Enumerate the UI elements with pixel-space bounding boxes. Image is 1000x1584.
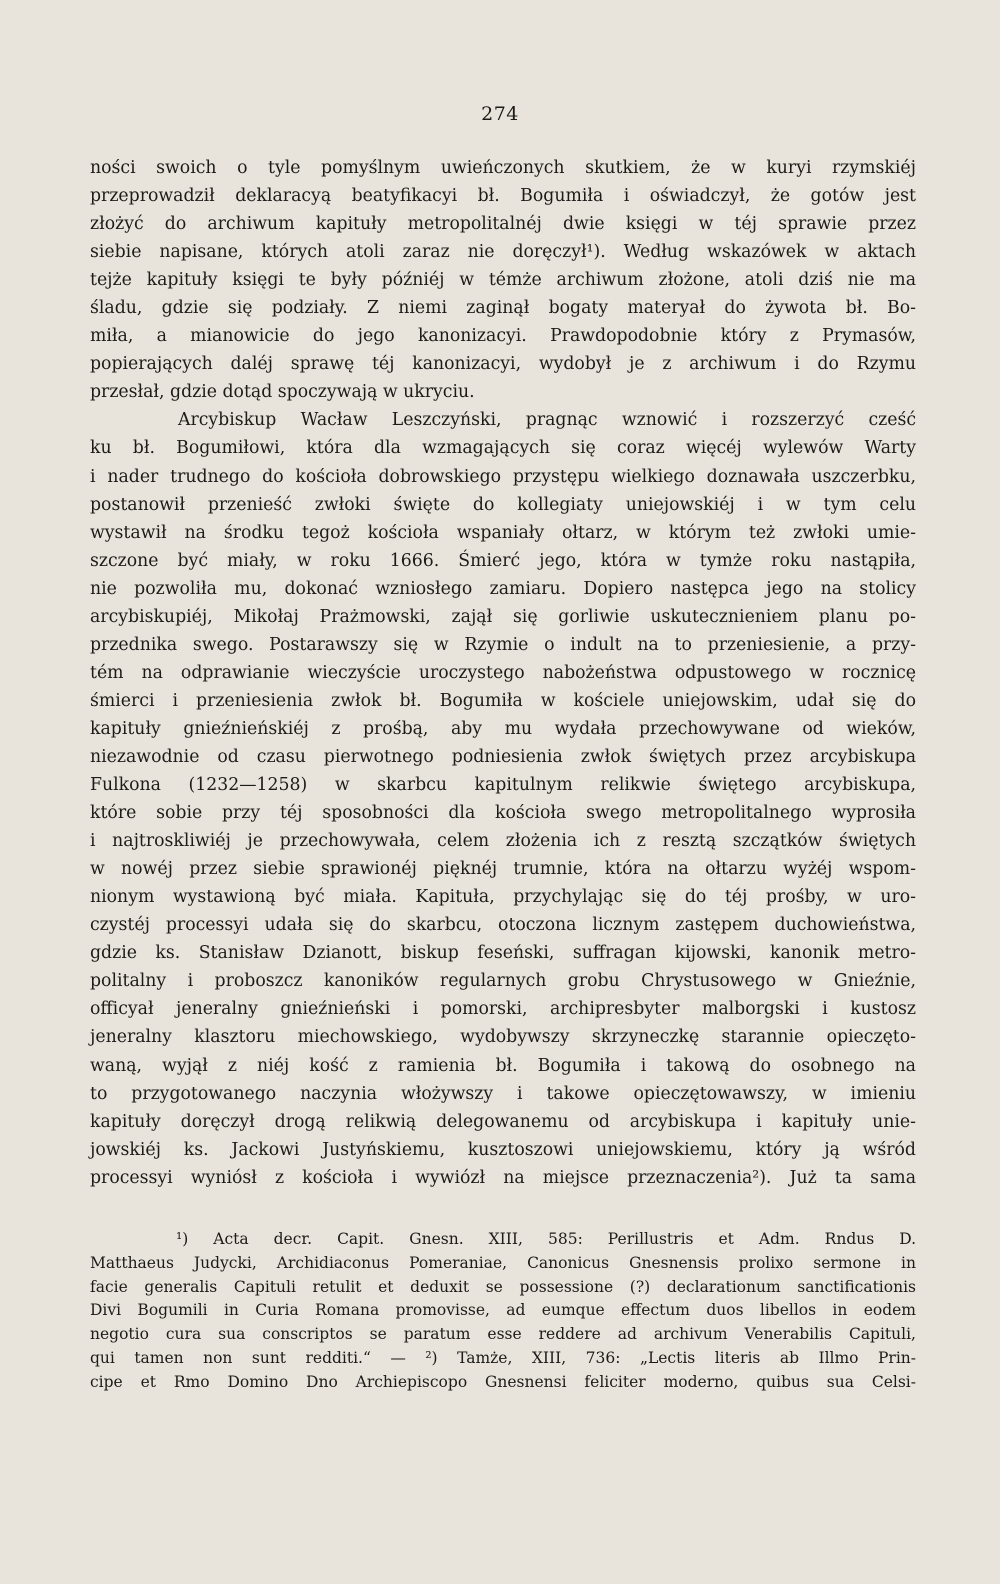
text-line: nie pozwoliła mu, dokonać wzniosłego zamiaru. Dopiero następca jego na stolicy: [90, 578, 916, 599]
text-line: processyi wyniósł z kościoła i wywiózł na miejsce przeznaczenia²). Już ta sama: [90, 1167, 916, 1188]
text-line: popierających daléj sprawę téj kanonizacyi, wydobył je z archiwum i do Rzymu: [90, 354, 916, 375]
text-line: ności swoich o tyle pomyślnym uwieńczonych skutkiem, że w kuryi rzymskiéj: [90, 158, 916, 178]
text-line: gdzie ks. Stanisław Dzianott, biskup feseński, suffragan kijowski, kanonik metro-: [90, 943, 916, 964]
text-line: przesłał, gdzie dotąd spoczywają w ukryciu.: [90, 382, 475, 403]
text-line: tém na odprawianie wieczyście uroczystego nabożeństwa odpustowego w rocznicę: [90, 662, 916, 683]
text-line: tejże kapituły księgi te były późniéj w témże archiwum złożone, atoli dziś nie ma: [90, 270, 916, 291]
text-line: ku bł. Bogumiłowi, która dla wzmagających się coraz więcéj wylewów Warty: [90, 438, 916, 459]
footnote-line: ¹) Acta decr. Capit. Gnesn. XIII, 585: Perillustris et Adm. Rndus D.: [176, 1230, 916, 1248]
paragraph-start-line: Arcybiskup Wacław Leszczyński, pragnąc wznowić i rozszerzyć cześć: [178, 410, 916, 431]
footnote-line: qui tamen non sunt redditi.“ — ²) Tamże, XIII, 736: „Lectis literis ab Illmo Prin-: [90, 1348, 916, 1367]
text-line: nionym wystawioną być miała. Kapituła, przychylając się do téj prośby, w uro-: [90, 887, 916, 908]
text-line: Fulkona (1232—1258) w skarbcu kapitulnym relikwie świętego arcybiskupa,: [90, 775, 916, 796]
text-line: officyał jeneralny gnieźnieński i pomorski, archipresbyter malborgski i kustosz: [90, 999, 916, 1020]
main-text: [90, 154, 916, 1192]
footnote-line: cipe et Rmo Domino Dno Archiepiscopo Gnesnensi feliciter moderno, quibus sua Celsi-: [90, 1372, 916, 1391]
text-line: śmierci i przeniesienia zwłok bł. Bogumiła w kościele uniejowskim, udał się do: [90, 690, 916, 711]
footnote-line: Divi Bogumili in Curia Romana promovisse, ad eumque effectum duos libellos in eodem: [90, 1301, 916, 1320]
text-line: złożyć do archiwum kapituły metropolitalnéj dwie księgi w téj sprawie przez: [90, 214, 916, 235]
text-line: śladu, gdzie się podziały. Z niemi zaginął bogaty materyał do żywota bł. Bo-: [90, 298, 916, 319]
text-line: arcybiskupiéj, Mikołaj Prażmowski, zajął się gorliwie uskutecznieniem planu po-: [90, 606, 916, 627]
footnote-line: Matthaeus Judycki, Archidiaconus Pomeraniae, Canonicus Gnesnensis prolixo sermone in: [90, 1253, 916, 1272]
text-line: to przygotowanego naczynia włożywszy i takowe opieczętowawszy, w imieniu: [90, 1083, 916, 1104]
text-line: waną, wyjął z niéj kość z ramienia bł. Bogumiła i takową do osobnego na: [90, 1055, 916, 1076]
text-line: kapituły gnieźnieńskiéj z prośbą, aby mu wydała przechowywane od wieków,: [90, 718, 916, 739]
text-line: wystawił na środku tegoż kościoła wspaniały ołtarz, w którym też zwłoki umie-: [90, 522, 916, 543]
footnote-line: facie generalis Capituli retulit et deduxit se possessione (?) declarationum sanctificationis: [90, 1277, 916, 1296]
footnote-line: negotio cura sua conscriptos se paratum esse reddere ad archivum Venerabilis Capituli,: [90, 1325, 916, 1344]
text-line: miła, a mianowicie do jego kanonizacyi. Prawdopodobnie który z Prymasów,: [90, 326, 916, 347]
text-line: postanowił przenieść zwłoki święte do kollegiaty uniejowskiéj i w tym celu: [90, 494, 916, 515]
text-line: przednika swego. Postarawszy się w Rzymie o indult na to przeniesienie, a przy-: [90, 634, 916, 655]
text-line: w nowéj przez siebie sprawionéj pięknéj trumnie, która na ołtarzu wyżéj wspom-: [90, 859, 916, 880]
text-line: politalny i proboszcz kanoników regularnych grobu Chrystusowego w Gnieźnie,: [90, 971, 916, 992]
text-line: siebie napisane, których atoli zaraz nie doręczył¹). Według wskazówek w aktach: [90, 242, 916, 263]
text-line: czystéj processyi udała się do skarbcu, otoczona licznym zastępem duchowieństwa,: [90, 915, 916, 936]
page-number: 274: [481, 103, 519, 125]
text-line: kapituły doręczył drogą relikwią delegowanemu od arcybiskupa i kapituły unie-: [90, 1111, 916, 1132]
text-line: które sobie przy téj sposobności dla kościoła swego metropolitalnego wyprosiła: [90, 803, 916, 824]
footnotes: [90, 1228, 916, 1395]
text-line: i nader trudnego do kościoła dobrowskiego przystępu wielkiego doznawała uszczerbku,: [90, 466, 916, 487]
text-line: niezawodnie od czasu pierwotnego podniesienia zwłok świętych przez arcybiskupa: [90, 746, 916, 767]
text-line: jeneralny klasztoru miechowskiego, wydobywszy skrzyneczkę starannie opieczęto-: [90, 1027, 916, 1048]
text-line: przeprowadził deklaracyą beatyfikacyi bł. Bogumiła i oświadczył, że gotów jest: [90, 186, 916, 207]
text-line: szczone być miały, w roku 1666. Śmierć jego, która w tymże roku nastąpiła,: [90, 550, 916, 571]
text-line: i najtroskliwiéj je przechowywała, celem złożenia ich z resztą szczątków świętych: [90, 831, 916, 852]
text-line: jowskiéj ks. Jackowi Justyńskiemu, kusztoszowi uniejowskiemu, który ją wśród: [90, 1139, 916, 1160]
